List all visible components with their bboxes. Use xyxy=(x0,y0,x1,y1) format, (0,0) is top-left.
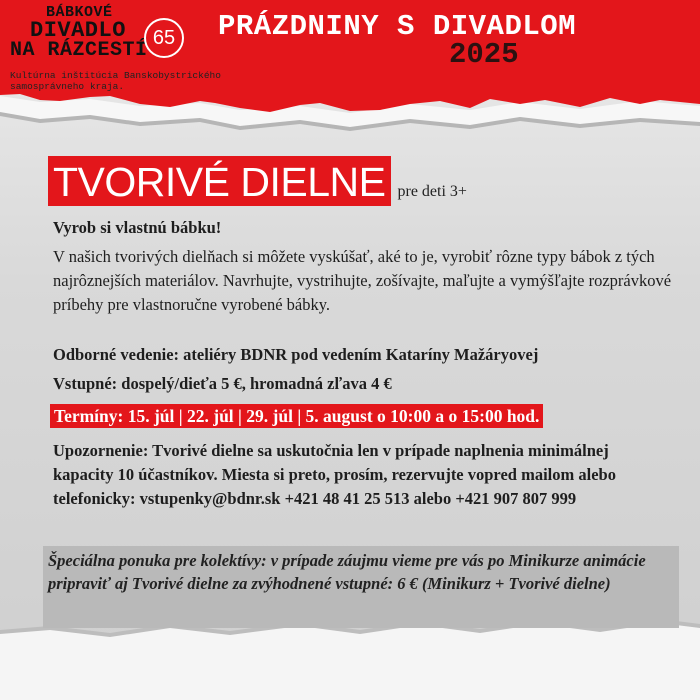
special-offer-text: Špeciálna ponuka pre kolektívy: v prípade záujmu vieme pre vás po Minikurze animácie pripraviť aj Tvorivé dielne za zvýhodnené vstupné: 6 € (Minikurz + Tvorivé dielne) xyxy=(48,551,646,593)
logo-subtitle xyxy=(10,70,270,92)
headline-row xyxy=(48,156,467,206)
dates-banner: Termíny: 15. júl | 22. júl | 29. júl | 5. august o 10:00 a o 15:00 hod. xyxy=(50,404,543,428)
tagline: Vyrob si vlastnú bábku! xyxy=(53,218,222,237)
year-label: 2025 xyxy=(449,38,519,71)
description: V našich tvorivých dielňach si môžete vyskúšať, aké to je, vyrobiť rôzne typy bábok z tých najrôznejších materiálov. Navrhujte, vystrihujte, zošívajte, maľujte a vymýšľajte rozprávkové príbehy pre vlastnoručne vyrobené bábky. xyxy=(53,247,672,314)
notice-text: Upozornenie: Tvorivé dielne sa uskutočnia len v prípade naplnenia minimálnej kapacity 10 účastníkov. Miesta si preto, prosím, rezervujte vopred mailom alebo telefonicky: vstupenky@bdnr.sk +421 48 41 25 513 alebo +421 907 807 999 xyxy=(53,441,616,508)
logo-line-2: DIVADLO xyxy=(30,18,126,43)
logo-subtitle-line-2: samosprávneho kraja. xyxy=(10,81,125,92)
logo-line-3: NA RÁZCESTÍ xyxy=(10,39,148,62)
age-label: pre deti 3+ xyxy=(397,183,467,200)
logo-subtitle-line-1: Kultúrna inštitúcia Banskobystrického xyxy=(10,70,221,81)
admission-price: Vstupné: dospelý/dieťa 5 €, hromadná zľava 4 € xyxy=(53,374,392,393)
theatre-logo[interactable] xyxy=(10,4,221,94)
workshop-headline: TVORIVÉ DIELNE xyxy=(48,156,391,206)
logo-line-1: BÁBKOVÉ xyxy=(46,4,113,21)
anniversary-badge: 65 xyxy=(144,18,184,58)
leadership-info: Odborné vedenie: ateliéry BDNR pod vedením Kataríny Mažáryovej xyxy=(53,345,539,364)
page-title: PRÁZDNINY S DIVADLOM xyxy=(218,10,577,43)
